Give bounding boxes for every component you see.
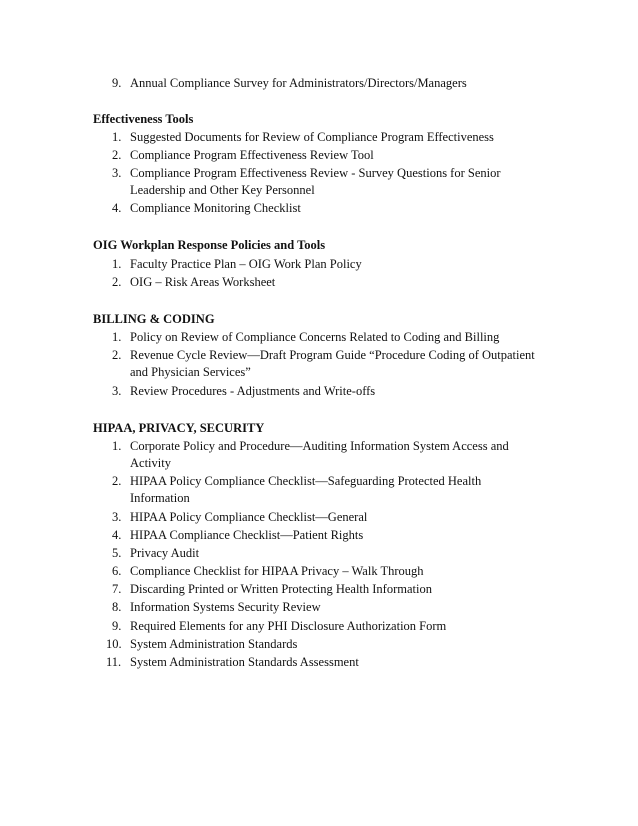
section-heading-effectiveness: Effectiveness Tools [93,112,194,126]
list-item-number: 4. [112,528,122,542]
list-item-text: Compliance Checklist for HIPAA Privacy – Walk Through [130,564,424,578]
list-item-text: Information Systems Security Review [130,600,321,614]
list-item-number: 1. [112,439,122,453]
list-item-text-continued: and Physician Services” [130,365,251,379]
list-item-number: 1. [112,257,122,271]
list-item-number: 7. [112,582,122,596]
list-item-text: HIPAA Policy Compliance Checklist—General [130,510,368,524]
list-item-number: 4. [112,201,122,215]
list-item-text: Corporate Policy and Procedure—Auditing Information System Access and [130,439,509,453]
list-item-text: Policy on Review of Compliance Concerns Related to Coding and Billing [130,330,500,344]
list-item-text: Compliance Program Effectiveness Review Tool [130,148,374,162]
list-item-text: Annual Compliance Survey for Administrators/Directors/Managers [130,76,467,90]
list-item-text: System Administration Standards [130,637,298,651]
list-item-text: Compliance Program Effectiveness Review - Survey Questions for Senior [130,166,501,180]
list-item-number: 3. [112,166,122,180]
list-item-number: 6. [112,564,122,578]
section-heading-oig: OIG Workplan Response Policies and Tools [93,238,326,252]
list-item-number: 3. [112,384,122,398]
list-item-text: System Administration Standards Assessment [130,655,359,669]
list-item-text: OIG – Risk Areas Worksheet [130,275,276,289]
section-heading-billing: BILLING & CODING [93,312,215,326]
list-item-number: 9. [112,76,122,90]
list-item-text: Revenue Cycle Review—Draft Program Guide “Procedure Coding of Outpatient [130,348,535,362]
list-item-number: 5. [112,546,122,560]
list-item-number: 3. [112,510,122,524]
list-item-number: 9. [112,619,122,633]
list-item-number: 1. [112,130,122,144]
list-item-text: HIPAA Policy Compliance Checklist—Safeguarding Protected Health [130,474,482,488]
list-item-text: Required Elements for any PHI Disclosure Authorization Form [130,619,447,633]
list-item-text: HIPAA Compliance Checklist—Patient Rights [130,528,364,542]
list-item-text: Discarding Printed or Written Protecting Health Information [130,582,432,596]
list-item-text: Suggested Documents for Review of Compliance Program Effectiveness [130,130,494,144]
list-item-number: 1. [112,330,122,344]
list-item-number: 2. [112,275,122,289]
list-item-text-continued: Activity [130,456,171,470]
list-item-text: Compliance Monitoring Checklist [130,201,301,215]
list-item-text-continued: Information [130,491,190,505]
list-item-number: 8. [112,600,122,614]
section-heading-hipaa: HIPAA, PRIVACY, SECURITY [93,421,265,435]
list-item-number: 2. [112,148,122,162]
list-item-number: 11. [106,655,122,669]
list-item-text: Faculty Practice Plan – OIG Work Plan Policy [130,257,362,271]
list-item-number: 2. [112,348,122,362]
list-item-number: 2. [112,474,122,488]
list-item-text: Privacy Audit [130,546,200,560]
list-item-text-continued: Leadership and Other Key Personnel [130,183,315,197]
list-item-number: 10. [106,637,122,651]
list-item-text: Review Procedures - Adjustments and Write-offs [130,384,376,398]
